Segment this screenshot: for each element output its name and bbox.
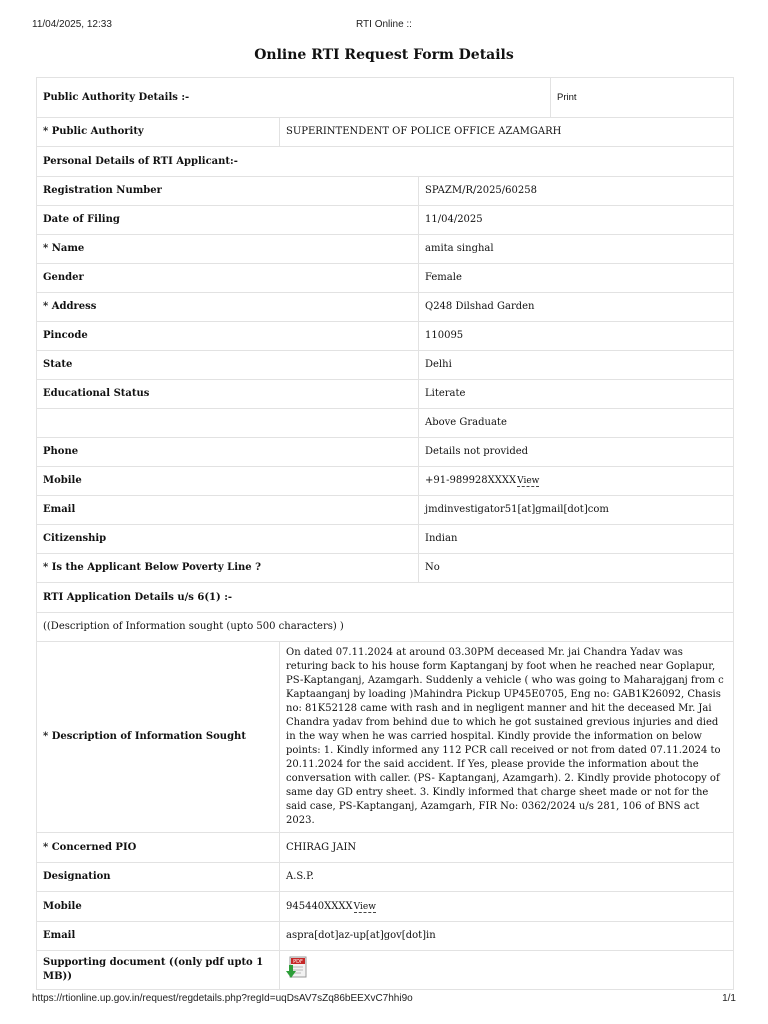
pio-mobile-row — [37, 892, 734, 922]
pio-mobile-value-cell — [280, 892, 734, 922]
print-url: https://rtionline.up.gov.in/request/regdetails.php?regId=uqDsAV7sZq86bEEXvC7hhi9o — [32, 993, 413, 1004]
personal-detail-label: Educational Status — [37, 380, 419, 409]
personal-detail-label — [37, 409, 419, 438]
page-title: Online RTI Request Form Details — [254, 47, 514, 63]
personal-detail-value: 110095 — [419, 322, 734, 351]
personal-detail-row — [37, 235, 734, 264]
personal-detail-row — [37, 496, 734, 525]
personal-detail-label: Registration Number — [37, 177, 419, 206]
designation-value: A.S.P. — [280, 863, 734, 892]
description-text: On dated 07.11.2024 at around 03.30PM deceased Mr. jai Chandra Yadav was returing back to his house form Kaptanganj by foot when he reached near Goplapur, PS-Kaptanganj, Azamgarh. Suddenly a vehicle ( who was going to Maharajganj from c Kaptaanganj by loading )Mahindra Pickup UP45E0705, Eng no: GAB1K26092, Chasis no: 81K52128 came with rash and in negligent manner and hit the deceased Mr. Jai Chandra yadav from behind due to which he got sustained grevious injuries and died in the way when he was carried hospital. Kindly provide the information on below points: 1. Kindly informed any 112 PCR call received or not from dated 07.11.2024 to 20.11.2024 for the said accident. If Yes, please provide the information about the conversation with caller. (PS- Kaptanganj, Azamgarh). 2. Kindly provide photocopy of same day GD entry sheet. 3. Kindly informed that charge sheet made or not for the said case, PS-Kaptanganj, Azamgarh, FIR No: 0362/2024 u/s 281, 106 of BNS act 2023. — [280, 642, 734, 833]
print-date: 11/04/2025, 12:33 — [32, 19, 112, 30]
personal-detail-label: Phone — [37, 438, 419, 467]
applicant-mobile-view-link[interactable]: View — [517, 476, 540, 486]
applicant-mobile-value-cell — [419, 467, 734, 496]
public-authority-row — [37, 118, 734, 147]
pio-email-row — [37, 922, 734, 951]
personal-detail-row — [37, 322, 734, 351]
personal-detail-label: * Name — [37, 235, 419, 264]
pdf-download-icon[interactable] — [286, 956, 308, 985]
personal-detail-label: * Is the Applicant Below Poverty Line ? — [37, 554, 419, 583]
personal-detail-value: Female — [419, 264, 734, 293]
personal-detail-label: Citizenship — [37, 525, 419, 554]
personal-section-row — [37, 147, 734, 177]
pio-value: CHIRAG JAIN — [280, 833, 734, 863]
personal-detail-label: Email — [37, 496, 419, 525]
designation-label: Designation — [37, 863, 280, 892]
public-authority-header-row — [37, 78, 734, 118]
public-authority-section-label: Public Authority Details :- — [37, 78, 551, 118]
personal-detail-value: Delhi — [419, 351, 734, 380]
personal-details — [37, 177, 734, 467]
personal-section-label: Personal Details of RTI Applicant:- — [37, 147, 734, 177]
print-link[interactable]: Print — [551, 78, 734, 118]
public-authority-label: * Public Authority — [37, 118, 280, 147]
personal-detail-value: Indian — [419, 525, 734, 554]
rti-section-row — [37, 583, 734, 613]
pio-email-label: Email — [37, 922, 280, 951]
personal-detail-value: Literate — [419, 380, 734, 409]
personal-detail-row — [37, 264, 734, 293]
supporting-document-row — [37, 951, 734, 990]
designation-row — [37, 863, 734, 892]
description-note-row — [37, 613, 734, 642]
personal-detail-row — [37, 438, 734, 467]
personal-detail-row — [37, 554, 734, 583]
personal-detail-label: Date of Filing — [37, 206, 419, 235]
print-header — [32, 19, 736, 33]
personal-detail-row — [37, 206, 734, 235]
rti-section-label: RTI Application Details u/s 6(1) :- — [37, 583, 734, 613]
personal-detail-value: No — [419, 554, 734, 583]
personal-detail-value: jmdinvestigator51[at]gmail[dot]com — [419, 496, 734, 525]
print-page-title: RTI Online :: — [356, 19, 412, 30]
description-label: * Description of Information Sought — [37, 642, 280, 833]
page-number: 1/1 — [722, 993, 736, 1004]
personal-detail-value: Q248 Dilshad Garden — [419, 293, 734, 322]
applicant-mobile-label: Mobile — [37, 467, 419, 496]
pio-row — [37, 833, 734, 863]
supporting-document-label: Supporting document ((only pdf upto 1 MB)) — [37, 951, 280, 990]
personal-detail-value: 11/04/2025 — [419, 206, 734, 235]
print-footer — [32, 993, 736, 1007]
applicant-mobile-row — [37, 467, 734, 496]
personal-detail-row — [37, 351, 734, 380]
personal-detail-row — [37, 380, 734, 409]
pio-mobile-view-link[interactable]: View — [353, 901, 376, 912]
personal-detail-row — [37, 177, 734, 206]
pio-email-value: aspra[dot]az-up[at]gov[dot]in — [280, 922, 734, 951]
personal-detail-value: SPAZM/R/2025/60258 — [419, 177, 734, 206]
personal-detail-value: Details not provided — [419, 438, 734, 467]
supporting-document-cell — [280, 951, 734, 990]
personal-detail-label: Gender — [37, 264, 419, 293]
pio-label: * Concerned PIO — [37, 833, 280, 863]
personal-detail-value: amita singhal — [419, 235, 734, 264]
personal-details-2 — [37, 496, 734, 583]
personal-detail-row — [37, 409, 734, 438]
public-authority-value: SUPERINTENDENT OF POLICE OFFICE AZAMGARH — [280, 118, 734, 147]
personal-detail-label: Pincode — [37, 322, 419, 351]
pio-mobile-value: 945440XXXX — [286, 900, 353, 912]
description-row — [37, 642, 734, 833]
description-note: ((Description of Information sought (upto 500 characters) ) — [37, 613, 734, 642]
personal-detail-label: * Address — [37, 293, 419, 322]
personal-detail-value: Above Graduate — [419, 409, 734, 438]
personal-detail-row — [37, 293, 734, 322]
rti-details-table — [36, 77, 734, 990]
personal-detail-label: State — [37, 351, 419, 380]
svg-text:PDF: PDF — [293, 958, 303, 965]
applicant-mobile-value: +91-989928XXXX — [425, 475, 517, 486]
pio-mobile-label: Mobile — [37, 892, 280, 922]
personal-detail-row — [37, 525, 734, 554]
